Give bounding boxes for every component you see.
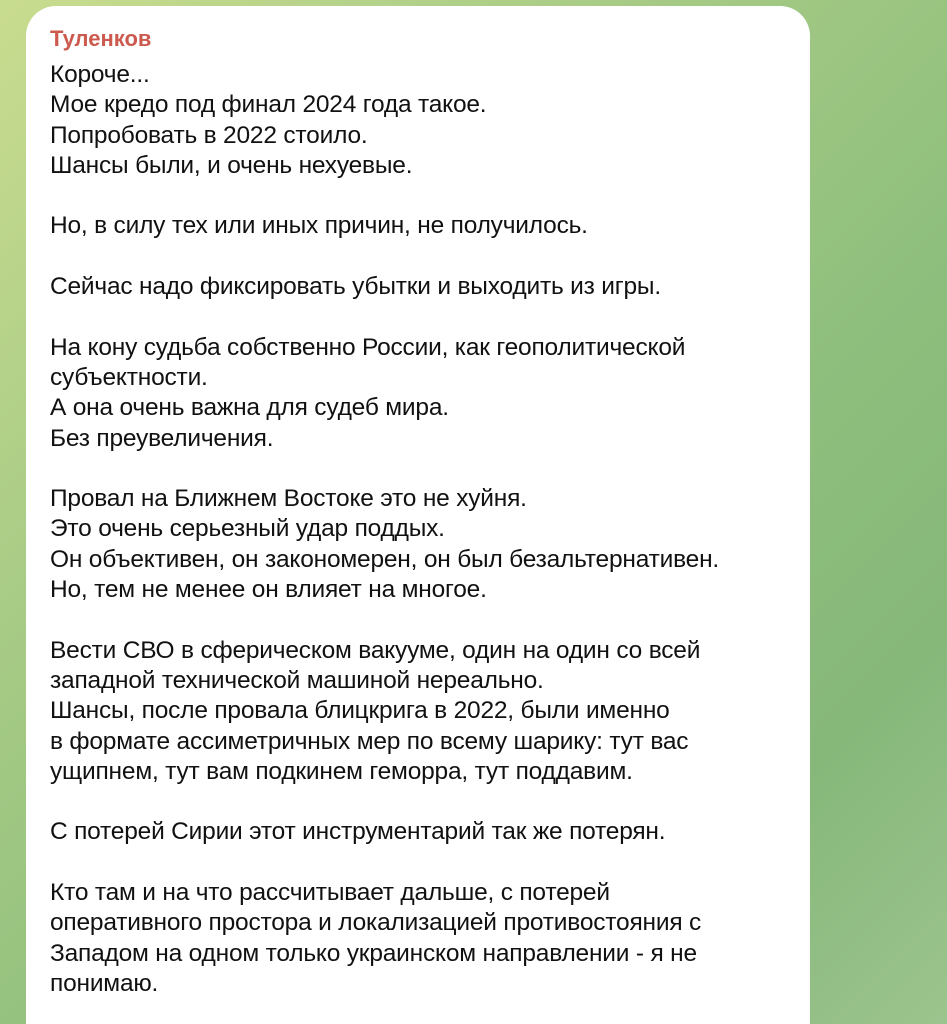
- message-text: [50, 60, 786, 999]
- message-line: Он объективен, он закономерен, он был безальтернативен.: [50, 545, 720, 573]
- message-line: Сейчас надо фиксировать убытки и выходить из игры.: [50, 273, 661, 301]
- message-line: [50, 242, 786, 272]
- message-line: А она очень важна для судеб мира.: [50, 394, 449, 422]
- message-line: [50, 605, 786, 635]
- message-line: С потерей Сирии этот инструментарий так же потерян.: [50, 818, 666, 846]
- message-line: Это очень серьезный удар поддых.: [50, 515, 445, 543]
- message-line: Вести СВО в сферическом вакууме, один на один со всей: [50, 636, 701, 664]
- message-line: Но, тем не менее он влияет на многое.: [50, 576, 487, 604]
- message-line: Шансы, после провала блицкрига в 2022, были именно: [50, 697, 670, 725]
- message-line: Но, в силу тех или иных причин, не получилось.: [50, 212, 588, 240]
- message-line: [50, 848, 786, 878]
- message-line: в формате ассиметричных мер по всему шарику: тут вас: [50, 727, 689, 755]
- message-line: [50, 787, 786, 817]
- message-line: Попробовать в 2022 стоило.: [50, 121, 368, 149]
- message-line: [50, 181, 786, 211]
- message-line: [50, 302, 786, 332]
- message-line: Короче...: [50, 61, 150, 88]
- message-line: Провал на Ближнем Востоке это не хуйня.: [50, 485, 527, 513]
- message-line: западной технической машиной нереально.: [50, 666, 544, 694]
- message-line: понимаю.: [50, 969, 159, 997]
- message-bubble[interactable]: [26, 6, 810, 1024]
- message-author[interactable]: Туленков: [50, 26, 152, 51]
- message-line: оперативного простора и локализацией противостояния с: [50, 909, 702, 937]
- message-line: Без преувеличения.: [50, 424, 274, 452]
- message-line: Кто там и на что рассчитывает дальше, с потерей: [50, 879, 610, 907]
- message-line: [50, 454, 786, 484]
- message-line: Мое кредо под финал 2024 года такое.: [50, 91, 487, 119]
- message-line: Западом на одном только украинском направлении - я не: [50, 939, 697, 967]
- message-line: На кону судьба собственно России, как геополитической: [50, 333, 686, 361]
- message-line: ущипнем, тут вам подкинем геморра, тут поддавим.: [50, 757, 633, 785]
- message-line: Шансы были, и очень нехуевые.: [50, 151, 413, 179]
- message-line: субъектности.: [50, 363, 208, 391]
